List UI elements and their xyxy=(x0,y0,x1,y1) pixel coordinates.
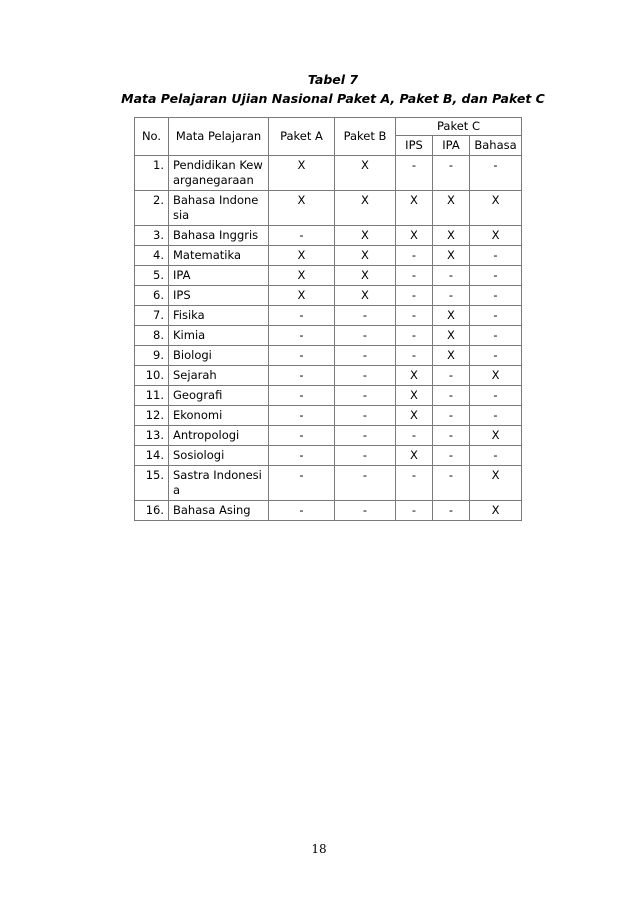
table-title: Tabel 7 xyxy=(307,72,359,87)
row-ipa: - xyxy=(433,156,470,191)
row-paket-a: X xyxy=(269,266,335,286)
table-row xyxy=(135,246,522,266)
row-ipa: - xyxy=(433,286,470,306)
row-paket-b: - xyxy=(335,386,396,406)
header-ipa: IPA xyxy=(433,136,470,156)
row-paket-b: X xyxy=(335,246,396,266)
row-paket-b: - xyxy=(335,446,396,466)
row-subject: Pendidikan Kewarganegaraan xyxy=(169,156,269,191)
row-ips: X xyxy=(396,191,433,226)
row-ipa: - xyxy=(433,406,470,426)
row-bahasa: - xyxy=(470,306,522,326)
row-ips: - xyxy=(396,286,433,306)
table-row xyxy=(135,226,522,246)
row-ipa: X xyxy=(433,326,470,346)
row-number: 5. xyxy=(135,266,169,286)
row-ipa: X xyxy=(433,306,470,326)
row-ips: - xyxy=(396,466,433,501)
row-bahasa: - xyxy=(470,346,522,366)
subjects-table xyxy=(134,117,522,521)
row-number: 16. xyxy=(135,501,169,521)
row-bahasa: X xyxy=(470,426,522,446)
table-row xyxy=(135,266,522,286)
row-bahasa: - xyxy=(470,156,522,191)
table-row xyxy=(135,286,522,306)
row-paket-a: - xyxy=(269,346,335,366)
row-paket-a: X xyxy=(269,286,335,306)
row-ips: - xyxy=(396,156,433,191)
row-subject: Ekonomi xyxy=(169,406,269,426)
row-ips: X xyxy=(396,406,433,426)
row-paket-a: - xyxy=(269,466,335,501)
row-number: 15. xyxy=(135,466,169,501)
row-ips: - xyxy=(396,326,433,346)
row-paket-a: - xyxy=(269,446,335,466)
table-row xyxy=(135,501,522,521)
row-subject: Geografi xyxy=(169,386,269,406)
row-bahasa: X xyxy=(470,226,522,246)
row-paket-a: - xyxy=(269,406,335,426)
row-number: 10. xyxy=(135,366,169,386)
row-paket-b: - xyxy=(335,426,396,446)
row-bahasa: - xyxy=(470,446,522,466)
row-subject: Bahasa Indonesia xyxy=(169,191,269,226)
table-row xyxy=(135,326,522,346)
row-paket-a: X xyxy=(269,191,335,226)
header-row xyxy=(135,118,522,136)
row-paket-b: - xyxy=(335,346,396,366)
row-paket-a: - xyxy=(269,366,335,386)
row-bahasa: - xyxy=(470,386,522,406)
row-ipa: - xyxy=(433,266,470,286)
header-paket-b: Paket B xyxy=(335,118,396,156)
row-paket-a: X xyxy=(269,246,335,266)
row-bahasa: - xyxy=(470,406,522,426)
row-number: 14. xyxy=(135,446,169,466)
row-ips: X xyxy=(396,446,433,466)
table-caption: Mata Pelajaran Ujian Nasional Paket A, Paket B, dan Paket C xyxy=(121,91,545,106)
header-ips: IPS xyxy=(396,136,433,156)
row-paket-b: - xyxy=(335,306,396,326)
table-row xyxy=(135,446,522,466)
header-paket-a: Paket A xyxy=(269,118,335,156)
row-paket-b: - xyxy=(335,501,396,521)
row-ips: - xyxy=(396,306,433,326)
table-row xyxy=(135,466,522,501)
row-bahasa: - xyxy=(470,326,522,346)
row-subject: Matematika xyxy=(169,246,269,266)
table-row xyxy=(135,191,522,226)
row-ips: X xyxy=(396,386,433,406)
row-ipa: - xyxy=(433,386,470,406)
row-bahasa: X xyxy=(470,501,522,521)
table-row xyxy=(135,406,522,426)
row-paket-a: - xyxy=(269,326,335,346)
row-ipa: X xyxy=(433,226,470,246)
row-ips: - xyxy=(396,246,433,266)
row-paket-b: X xyxy=(335,191,396,226)
header-bahasa: Bahasa xyxy=(470,136,522,156)
table-row xyxy=(135,386,522,406)
row-bahasa: X xyxy=(470,466,522,501)
row-subject: Bahasa Inggris xyxy=(169,226,269,246)
row-subject: IPS xyxy=(169,286,269,306)
table-row xyxy=(135,366,522,386)
row-ips: - xyxy=(396,426,433,446)
row-number: 8. xyxy=(135,326,169,346)
row-ips: - xyxy=(396,266,433,286)
row-number: 3. xyxy=(135,226,169,246)
row-bahasa: X xyxy=(470,191,522,226)
row-paket-a: - xyxy=(269,386,335,406)
row-subject: IPA xyxy=(169,266,269,286)
row-subject: Biologi xyxy=(169,346,269,366)
row-ips: - xyxy=(396,346,433,366)
row-paket-a: - xyxy=(269,426,335,446)
row-number: 9. xyxy=(135,346,169,366)
row-bahasa: X xyxy=(470,366,522,386)
row-ipa: X xyxy=(433,191,470,226)
row-subject: Antropologi xyxy=(169,426,269,446)
table-row xyxy=(135,426,522,446)
row-ipa: - xyxy=(433,426,470,446)
row-ipa: - xyxy=(433,446,470,466)
row-ipa: - xyxy=(433,501,470,521)
row-ipa: X xyxy=(433,346,470,366)
row-paket-a: - xyxy=(269,306,335,326)
row-ips: X xyxy=(396,226,433,246)
row-ipa: - xyxy=(433,466,470,501)
row-number: 6. xyxy=(135,286,169,306)
row-number: 12. xyxy=(135,406,169,426)
row-subject: Bahasa Asing xyxy=(169,501,269,521)
row-paket-b: X xyxy=(335,156,396,191)
row-subject: Sastra Indonesia xyxy=(169,466,269,501)
row-bahasa: - xyxy=(470,246,522,266)
row-number: 13. xyxy=(135,426,169,446)
row-paket-b: - xyxy=(335,466,396,501)
row-ipa: X xyxy=(433,246,470,266)
row-subject: Sosiologi xyxy=(169,446,269,466)
row-number: 7. xyxy=(135,306,169,326)
row-number: 2. xyxy=(135,191,169,226)
row-number: 4. xyxy=(135,246,169,266)
row-ips: X xyxy=(396,366,433,386)
row-ipa: - xyxy=(433,366,470,386)
row-subject: Kimia xyxy=(169,326,269,346)
row-paket-b: - xyxy=(335,326,396,346)
page-number: 18 xyxy=(311,842,327,856)
table-row xyxy=(135,346,522,366)
row-paket-b: X xyxy=(335,286,396,306)
row-paket-a: - xyxy=(269,501,335,521)
header-paket-c: Paket C xyxy=(396,118,522,136)
row-paket-a: X xyxy=(269,156,335,191)
row-subject: Sejarah xyxy=(169,366,269,386)
row-ips: - xyxy=(396,501,433,521)
row-number: 1. xyxy=(135,156,169,191)
row-bahasa: - xyxy=(470,266,522,286)
row-paket-b: - xyxy=(335,366,396,386)
row-paket-b: X xyxy=(335,266,396,286)
row-subject: Fisika xyxy=(169,306,269,326)
row-paket-b: - xyxy=(335,406,396,426)
row-bahasa: - xyxy=(470,286,522,306)
row-paket-a: - xyxy=(269,226,335,246)
row-number: 11. xyxy=(135,386,169,406)
table-row xyxy=(135,306,522,326)
header-subject: Mata Pelajaran xyxy=(169,118,269,156)
row-paket-b: X xyxy=(335,226,396,246)
table-row xyxy=(135,156,522,191)
header-no: No. xyxy=(135,118,169,156)
